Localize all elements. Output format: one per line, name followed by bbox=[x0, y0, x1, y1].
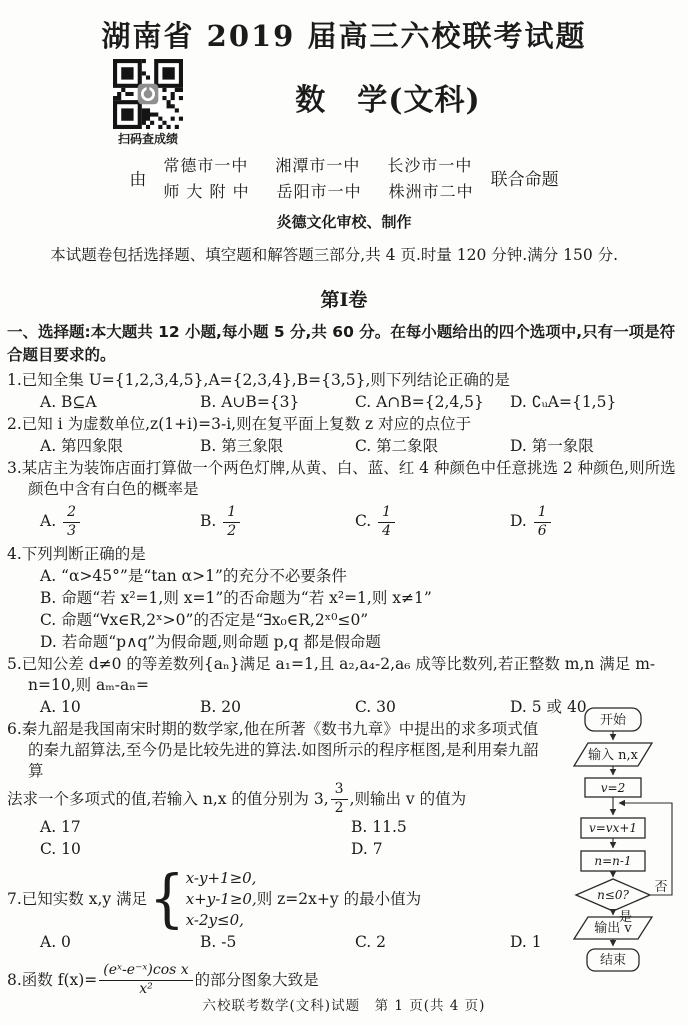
page-title: 湖南省 2019 届高三六校联考试题 bbox=[101, 19, 587, 53]
svg-text:结束: 结束 bbox=[599, 953, 627, 968]
option-a: A. 第四象限 bbox=[40, 437, 124, 455]
option-d: D. 若命题“p∧q”为假命题,则命题 p,q 都是假命题 bbox=[40, 633, 381, 651]
option-row bbox=[7, 436, 681, 457]
option-b: B. 命题“若 x²=1,则 x=1”的否命题为“若 x²=1,则 x≠1” bbox=[40, 589, 432, 607]
option-c: C. 10 bbox=[40, 840, 81, 858]
option-d: D. ∁ᵤA={1,5} bbox=[510, 393, 617, 411]
question-stem: 7. 已知实数 x,y 满足 { x-y+1≥0, x+y-1≥0, x-2y≤0, 则 z=2x+y 的最小值为 bbox=[7, 862, 422, 936]
producer-credit: 炎德文化审校、制作 bbox=[276, 213, 412, 231]
school-name: 常德市一中 bbox=[163, 156, 249, 175]
option-b: B. 20 bbox=[200, 698, 241, 716]
option-a: A. “α>45°”是“tan α>1”的充分不必要条件 bbox=[40, 567, 347, 585]
flowchart-no-label: 否 bbox=[654, 880, 668, 895]
question-stem: 4.下列判断正确的是 bbox=[7, 545, 146, 563]
question-number: 3. bbox=[7, 459, 22, 477]
option-b: B. 11.5 bbox=[351, 818, 407, 836]
qr-code-icon bbox=[113, 59, 183, 129]
question-stem: 1.已知全集 U={1,2,3,4,5},A={2,3,4},B={3,5},则下列结论正确的是 bbox=[7, 371, 510, 389]
exam-info: 本试题卷包括选择题、填空题和解答题三部分,共 4 页.时量 120 分钟.满分 150 分. bbox=[50, 246, 619, 264]
question-3 bbox=[7, 458, 681, 543]
svg-text:n≤0?: n≤0? bbox=[597, 888, 629, 902]
question-number: 2. bbox=[7, 415, 22, 433]
option-row bbox=[7, 501, 681, 543]
svg-text:输入 n,x: 输入 n,x bbox=[588, 748, 638, 763]
question-stem: 8. 函数 f(x)= $\frac{\text{(eˣ-e⁻ˣ)cos x}}{\text{x²}}$ 的部分图象大致是 bbox=[7, 962, 319, 997]
page-footer: 六校联考数学(文科)试题 第 1 页(共 4 页) bbox=[202, 998, 486, 1014]
option-d: D. 第一象限 bbox=[510, 437, 594, 455]
school-name: 岳阳市一中 bbox=[276, 182, 362, 201]
school-name: 长沙市一中 bbox=[387, 156, 473, 175]
qr-caption: 扫码查成绩 bbox=[117, 132, 178, 146]
option-b: B. 第三象限 bbox=[200, 437, 284, 455]
qr-block bbox=[106, 59, 190, 147]
header-mid bbox=[0, 55, 688, 151]
selection-instructions: 一、选择题:本大题共 12 小题,每小题 5 分,共 60 分。在每小题给出的四个选项中,只有一项是符合题目要求的。 bbox=[7, 323, 676, 364]
question-number: 8. bbox=[7, 970, 22, 989]
option-row bbox=[7, 839, 548, 860]
svg-text:输出 v: 输出 v bbox=[594, 921, 632, 936]
constraint-system bbox=[186, 868, 257, 931]
option-d: D. 5 或 40 bbox=[510, 698, 587, 716]
constraint-1: x-y+1≥0, bbox=[185, 869, 257, 887]
option-d: D. 7 bbox=[351, 840, 383, 858]
option-d: D. $\frac{1}{6}$ bbox=[510, 505, 681, 539]
question-number: 7. bbox=[7, 890, 22, 908]
question-number: 6. bbox=[7, 720, 22, 738]
svg-text:v=2: v=2 bbox=[600, 781, 626, 795]
option-a: A. B⊆A bbox=[40, 393, 97, 411]
option-row bbox=[7, 392, 681, 413]
school-name: 湘潭市一中 bbox=[275, 156, 361, 175]
system-brace: { bbox=[149, 862, 185, 936]
question-stem: 2.已知 i 为虚数单位,z(1+i)=3-i,则在复平面上复数 z 对应的点位于 bbox=[7, 415, 472, 433]
option-c: C. 30 bbox=[355, 698, 396, 716]
question-number: 1. bbox=[7, 371, 22, 389]
option-c: C. A∩B={2,4,5} bbox=[355, 393, 484, 411]
question-stem: 5.已知公差 d≠0 的等差数列{aₙ}满足 a₁=1,且 a₂,a₄-2,a₆ 成等比数列,若正整数 m,n 满足 m-n=10,则 aₘ-aₙ= bbox=[7, 655, 656, 694]
subject-title: 数 学(文科) bbox=[295, 83, 481, 118]
option-b: B. -5 bbox=[200, 933, 237, 951]
option-c: C. $\frac{1}{4}$ bbox=[355, 505, 510, 539]
option-d: D. 1 bbox=[510, 933, 542, 951]
question-6 bbox=[7, 719, 548, 860]
flowchart-yes-label: 是 bbox=[619, 910, 633, 925]
constraint-3: x-2y≤0, bbox=[185, 911, 244, 929]
section-title: 第Ⅰ卷 bbox=[320, 289, 368, 311]
question-2 bbox=[7, 414, 681, 457]
question-number: 5. bbox=[7, 655, 22, 673]
school-name: 株洲市二中 bbox=[388, 182, 474, 201]
school-list bbox=[163, 153, 473, 202]
option-b: B. $\frac{1}{2}$ bbox=[200, 505, 355, 539]
option-c: C. 第二象限 bbox=[355, 437, 439, 455]
option-a: A. 17 bbox=[40, 818, 81, 836]
question-4 bbox=[7, 544, 681, 653]
option-a: A. $\frac{2}{3}$ bbox=[40, 505, 200, 539]
question-stem: 6.秦九韶是我国南宋时期的数学家,他在所著《数书九章》中提出的求多项式值的秦九韶算法,至今仍是比较先进的算法.如图所示的程序框图,是利用秦九韶算 bbox=[7, 720, 539, 780]
option-c: C. 命题“∀x∈R,2ˣ>0”的否定是“∃x₀∈R,2ˣ⁰≤0” bbox=[40, 611, 369, 629]
constraint-2: x+y-1≥0, bbox=[185, 890, 257, 908]
option-a: A. 0 bbox=[40, 933, 71, 951]
question-1 bbox=[7, 370, 681, 413]
svg-text:开始: 开始 bbox=[599, 713, 627, 728]
question-stem-continued: 法求一个多项式的值,若输入 n,x 的值分别为 3, $\frac{3}{2}$ ,则输出 v 的值为 bbox=[7, 781, 467, 816]
option-row bbox=[7, 817, 548, 838]
option-b: B. A∪B={3} bbox=[200, 393, 300, 411]
question-number: 4. bbox=[7, 545, 22, 563]
svg-text:n=n-1: n=n-1 bbox=[594, 854, 632, 868]
school-name: 师 大 附 中 bbox=[163, 182, 250, 201]
option-c: C. 2 bbox=[355, 933, 387, 951]
question-stem: 3.某店主为装饰店面打算做一个两色灯牌,从黄、白、蓝、红 4 种颜色中任意挑选 2 种颜色,则所选颜色中含有白色的概率是 bbox=[7, 459, 676, 498]
committee-prefix: 由 bbox=[129, 170, 147, 190]
committee bbox=[0, 153, 688, 202]
committee-suffix: 联合命题 bbox=[490, 170, 559, 190]
option-a: A. 10 bbox=[40, 698, 81, 716]
flowchart-q6 bbox=[560, 702, 688, 982]
svg-text:v=vx+1: v=vx+1 bbox=[588, 821, 638, 835]
option-list bbox=[7, 565, 681, 653]
